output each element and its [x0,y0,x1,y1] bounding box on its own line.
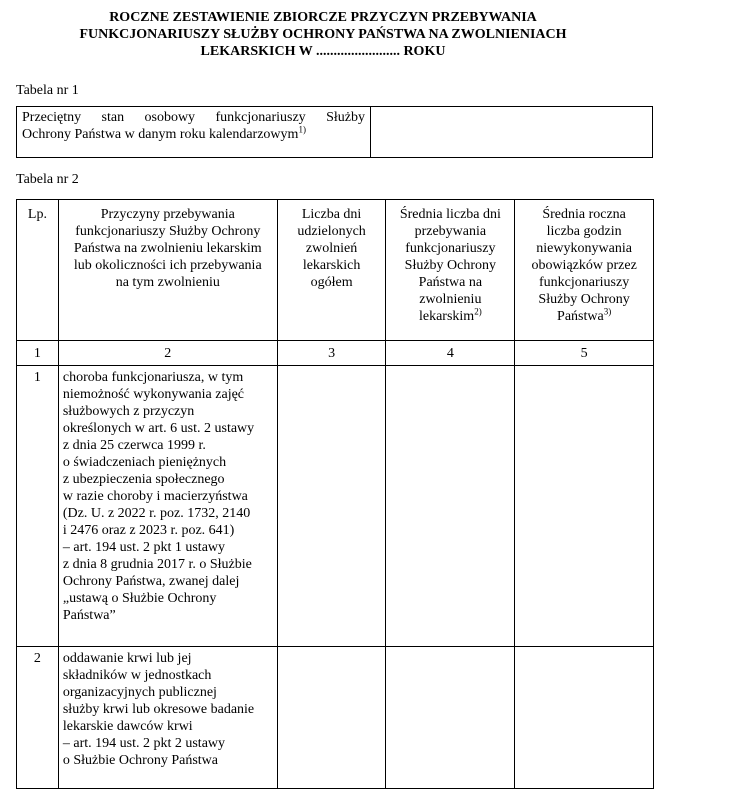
column-number-2: 2 [58,341,277,366]
row-total-days-cell[interactable] [277,366,386,647]
title-line-1: ROCZNE ZESTAWIENIE ZBIORCZE PRZYCZYN PRZEBYWANIA [109,10,537,25]
table1-label-line-1: Przeciętny stan osobowy funkcjonariuszy Służby [22,110,365,125]
row-average-days-cell[interactable] [386,647,515,789]
table1-label-cell [17,107,371,158]
header-total-days: Liczba dni udzielonych zwolnień lekarskich ogółem [277,200,386,341]
table1-caption: Tabela nr 1 [16,83,79,98]
table2-header-row [17,200,654,341]
table2-column-number-row [17,341,654,366]
document-title [0,9,646,60]
header-average-hours: Średnia roczna liczba godzin niewykonywania obowiązków przez funkcjonariuszy Służby Ochrony Państwa$^{3)}$ [515,200,654,341]
header-lp: Lp. [17,200,59,341]
table1-label-line-2: Ochrony Państwa w danym roku kalendarzowym$^{1)}$ [22,124,306,142]
footnote-ref-3: 3) [603,306,612,317]
column-number-4: 4 [386,341,515,366]
footnote-ref-2: 2) [474,306,482,317]
footnote-ref-1: 1) [298,124,306,135]
row-number: 2 [17,647,59,789]
table-row [17,366,654,647]
row-average-days-cell[interactable] [386,366,515,647]
row-total-days-cell[interactable] [277,647,386,789]
header-average-days: Średnia liczba dni przebywania funkcjonariuszy Służby Ochrony Państwa na zwolnieniu lekarskim$^{2)}$ [386,200,515,341]
row-average-hours-cell[interactable] [515,366,654,647]
title-line-3: LEKARSKICH W ........................ ROKU [200,44,446,59]
row-average-hours-cell[interactable] [515,647,654,789]
row-reason: oddawanie krwi lub jej składników w jednostkach organizacyjnych publicznej służby krwi lub okresowe badanie lekarskie dawców krwi – art. 194 ust. 2 pkt 2 ustawy o Służbie Ochrony Państwa [58,647,277,789]
header-reasons: Przyczyny przebywania funkcjonariuszy Służby Ochrony Państwa na zwolnieniu lekarskim lub okoliczności ich przebywania na tym zwolnieniu [58,200,277,341]
title-line-2: FUNKCJONARIUSZY SŁUŻBY OCHRONY PAŃSTWA NA ZWOLNIENIACH [79,27,567,42]
table-row [17,647,654,789]
table1-value-cell[interactable] [371,107,653,158]
column-number-5: 5 [515,341,654,366]
row-number: 1 [17,366,59,647]
column-number-1: 1 [17,341,59,366]
row-reason: choroba funkcjonariusza, w tym niemożność wykonywania zajęć służbowych z przyczyn określonych w art. 6 ust. 2 ustawy z dnia 25 czerwca 1999 r. o świadczeniach pieniężnych z ubezpieczenia społecznego w razie choroby i macierzyństwa (Dz. U. z 2022 r. poz. 1732, 2140 i 2476 oraz z 2023 r. poz. 641) – art. 194 ust. 2 pkt 1 ustawy z dnia 8 grudnia 2017 r. o Służbie Ochrony Państwa, zwanej dalej „ustawą o Służbie Ochrony Państwa” [58,366,277,647]
column-number-3: 3 [277,341,386,366]
table2-caption: Tabela nr 2 [16,172,79,187]
table2 [16,199,654,789]
table1 [16,106,653,158]
